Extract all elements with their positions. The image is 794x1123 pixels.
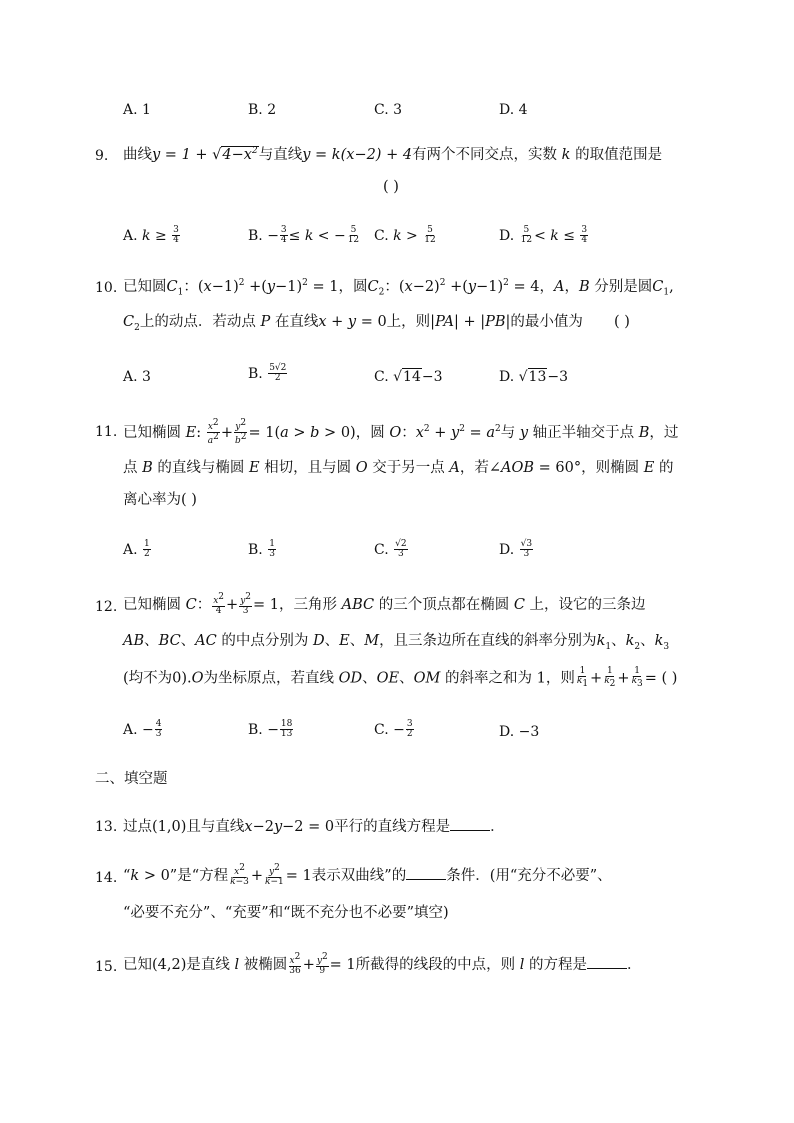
q14-line1: “k > 0”是“方程 $\frac{x^2}{k-3}$ + $\frac{y^2}{k-1}$ = 1表示双曲线”的 条件．(用“充分不必要”、 — [123, 863, 612, 888]
q8-option-d: D. 4 — [499, 102, 528, 118]
q10-option-a: A. 3 — [123, 369, 151, 385]
q14-line2: “必要不充分”、“充要”和“既不充分也不必要”填空) — [123, 905, 449, 921]
q9-option-b: B. − $\frac{3}{4}$ ≤ k < − $\frac{5}{12}$ — [248, 225, 360, 246]
q12-option-b: B. − $\frac{18}{13}$ — [248, 719, 293, 740]
q15-stem: 已知(4,2)是直线 l 被椭圆 $\frac{x^2}{36}$ + $\frac{y^2}{9}$ = 1所截得的线段的中点，则 l 的方程是 ． — [123, 952, 642, 977]
q10-line1: 已知圆$C_1$：$(x-1)^2 +(y-1)^2 = 1$，圆$C_2$：$(x-2)^2 +(y-1)^2 = 4$，A，B 分别是圆$C_1$, — [123, 278, 674, 298]
q8-option-a: A. 1 — [123, 102, 151, 118]
q11-option-b: B. $\frac{1}{3}$ — [248, 539, 275, 560]
q13-answer-blank[interactable] — [450, 818, 490, 831]
q11-line2: 点 B 的直线与椭圆 E 相切，且与圆 O 交于另一点 A，若∠AOB = 60°，则椭圆 E 的 — [123, 460, 674, 476]
q13-stem: 过点(1,0)且与直线x−2y−2 = 0平行的直线方程是 ． — [123, 819, 505, 835]
q10-option-b: B. $\frac{5√2}{2}$ — [248, 363, 287, 384]
q9-curve-equation: $y = 1 + √4-x^2$ — [152, 146, 258, 163]
q12-line2: AB、BC、AC 的中点分别为 D、E、M，且三条边所在直线的斜率分别为$k_1$、$k_2$、$k_3$ — [123, 633, 670, 652]
q14-number: 14. — [95, 870, 118, 886]
q9-option-d: D. $\frac{5}{12}$ < k ≤ $\frac{3}{4}$ — [499, 225, 588, 246]
q8-option-b: B. 2 — [248, 102, 277, 118]
q11-line1: 已知椭圆 E: $\frac{x^2}{a^2}$ + $\frac{y^2}{b^2}$ = 1(a > b > 0)，圆 O：$x^2 + y^2 = a^2$与 y 轴正半轴交于点 B，过 — [123, 418, 679, 447]
q14-answer-blank[interactable] — [406, 867, 446, 880]
q9-line-equation: y = k(x−2) + 4 — [302, 146, 413, 163]
q10-number: 10. — [95, 280, 118, 296]
q11-option-a: A. $\frac{1}{2}$ — [123, 539, 150, 560]
q11-number: 11. — [95, 424, 118, 440]
q9-option-c: C. k > $\frac{5}{12}$ — [374, 225, 436, 246]
q15-number: 15. — [95, 959, 118, 975]
q12-option-a: A. − $\frac{4}{3}$ — [123, 719, 162, 740]
q11-option-d: D. $\frac{√3}{3}$ — [499, 539, 533, 560]
q12-line1: 已知椭圆 C： $\frac{x^2}{4}$ + $\frac{y^2}{3}$ = 1，三角形 ABC 的三个顶点都在椭圆 C 上，设它的三条边 — [123, 592, 646, 617]
q8-option-c: C. 3 — [374, 102, 403, 118]
q9-answer-paren: ( ) — [383, 179, 399, 195]
q9-option-a: A. k ≥ $\frac{3}{4}$ — [123, 225, 179, 246]
q10-option-c: C. √14−3 — [374, 369, 443, 385]
q11-line3: 离心率为( ) — [123, 492, 197, 508]
q10-answer-paren: ( ) — [614, 314, 630, 330]
q9-number: 9. — [95, 148, 109, 164]
q12-option-c: C. − $\frac{3}{2}$ — [374, 719, 413, 740]
q13-number: 13. — [95, 819, 118, 835]
section-fill-in-title: 二、填空题 — [95, 771, 168, 787]
q10-line2: $C_2$上的动点．若动点 P 在直线x + y = 0上，则|PA| + |PB|的最小值为 — [123, 314, 583, 333]
q10-option-d: D. √13−3 — [499, 369, 569, 385]
q12-number: 12. — [95, 599, 118, 615]
q12-option-d: D. −3 — [499, 724, 540, 740]
q15-answer-blank[interactable] — [587, 956, 627, 969]
q9-stem: 曲线$y = 1 + √4-x^2$与直线y = k(x−2) + 4有两个不同交点，实数 k 的取值范围是 — [123, 146, 663, 163]
q12-line3: (均不为0).O为坐标原点，若直线 OD、OE、OM 的斜率之和为 1，则 $\frac{1}{k_1}$ + $\frac{1}{k_2}$ + $\frac{1}{k_3}$ = ( ) — [123, 666, 678, 690]
q11-option-c: C. $\frac{√2}{3}$ — [374, 539, 407, 560]
